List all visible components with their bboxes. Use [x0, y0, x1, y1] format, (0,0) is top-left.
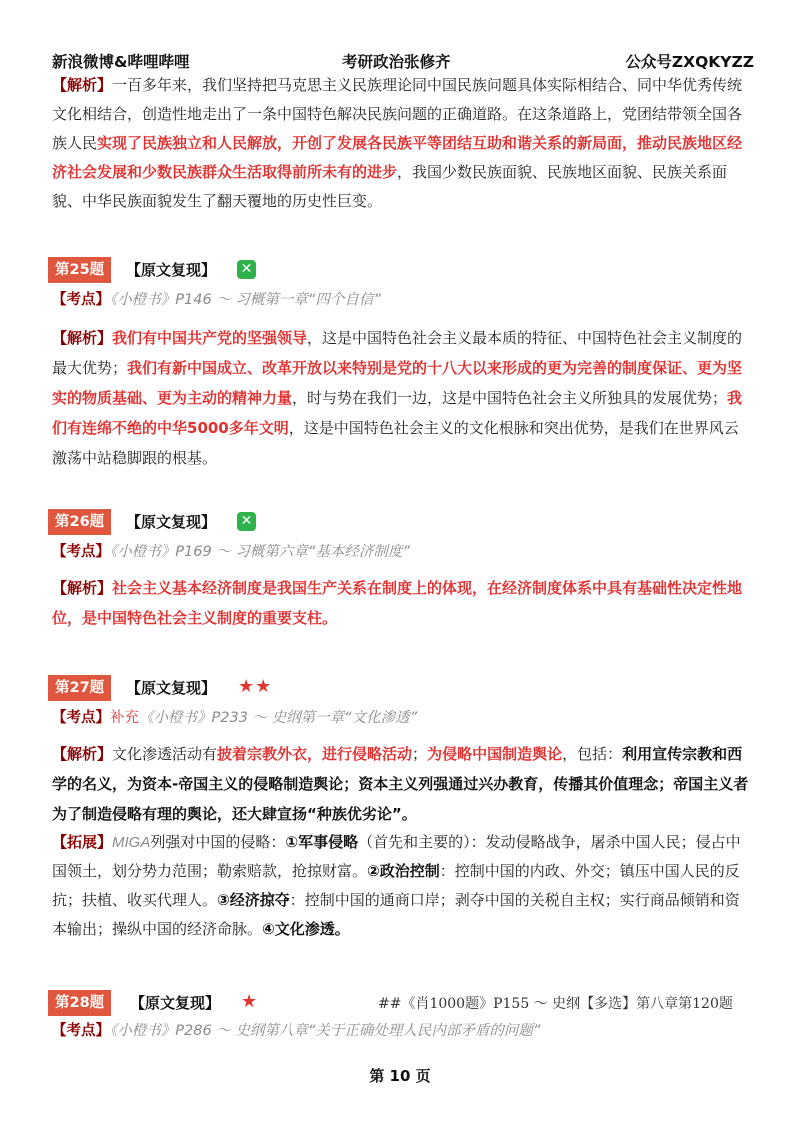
analysis-text: ，时与势在我们一边，这是中国特色社会主义所独具的发展优势； [292, 389, 728, 407]
header-center: 考研政治张修齐 [342, 53, 451, 71]
extension-text: ：控制中国的通商口岸；剥夺中国的关税自主权；实行商品倾销和资本输出；操纵中国的经济命脉。 [52, 891, 740, 938]
question-type: 【原文复现】 [126, 513, 217, 531]
star-rating: ★★ [238, 676, 273, 697]
analysis-tag: 【解析】 [52, 745, 113, 763]
key-point-tag: 【考点】 [52, 292, 110, 308]
question-badge: 第25题 [48, 257, 111, 283]
question-type: 【原文复现】 [130, 994, 221, 1012]
key-point-tag: 【考点】 [52, 710, 110, 726]
extension-miga: MIGA [112, 834, 151, 851]
question-badge: 第26题 [48, 509, 111, 535]
key-point [52, 1020, 752, 1042]
question-header [48, 509, 348, 535]
question-type: 【原文复现】 [126, 261, 217, 279]
extension-text: （首先和主要的） [358, 834, 471, 851]
analysis-text: ，这是中国特色社会主义最本质的特征、中国特色社会主义制度的最大优势； [52, 329, 743, 377]
analysis-text: 一百多年来，我们坚持把马克思主义民族理论同中国民族问题具体实际相结合、同中华优秀传统文化相结合，创造性地走出了一条中国特色解决民族问题的正确道路。在这条道路上，党团结带领全国各族人民 [52, 76, 743, 152]
analysis-bold: 利用宣传宗教和西学的名义，为资本-帝国主义的侵略制造舆论；资本主义列强通过兴办教育，传播其价值理念；帝国主义者为了制造侵略有理的舆论，还大肆宣扬“种族优劣论”。 [52, 745, 749, 823]
key-point [52, 541, 752, 563]
header-right: 公众号ZXQKYZZ [625, 53, 754, 71]
analysis-highlight: 为侵略中国制造舆论 [427, 745, 563, 763]
extension-bold: ④文化渗透。 [262, 921, 350, 938]
top-analysis [52, 71, 752, 216]
star-rating: ★ [241, 991, 259, 1012]
analysis-text: ； [412, 745, 428, 763]
key-point-text: 《小橙书》P146 ～ 习概第一章“四个自信” [110, 292, 381, 308]
question-header [48, 257, 348, 283]
extension-text: ：发动侵略战争，屠杀中国人民；侵占中国领土，划分势力范围；勒索赔款，抢掠财富。 [52, 833, 741, 880]
key-point [52, 289, 752, 311]
page-number: 第 10 页 [369, 1067, 431, 1085]
analysis-highlight: 披着宗教外衣，进行侵略活动 [217, 745, 413, 763]
question-analysis [52, 573, 752, 633]
analysis-text: ，我国少数民族面貌、民族地区面貌、民族关系面貌、中华民族面貌发生了翻天覆地的历史性巨变。 [52, 163, 728, 210]
question-header [48, 675, 348, 701]
analysis-highlight: 社会主义基本经济制度是我国生产关系在制度上的体现，在经济制度体系中具有基础性决定性地位，是中国特色社会主义制度的重要支柱。 [52, 579, 743, 627]
key-point-text: 《小橙书》P169 ～ 习概第六章“基本经济制度” [110, 544, 410, 560]
extension [52, 828, 752, 944]
question-analysis [52, 323, 752, 473]
page-header [52, 50, 754, 72]
analysis-text: 文化渗透活动有 [112, 745, 218, 763]
key-point-supplement: 补充 [110, 710, 139, 726]
extension-bold: ③经济掠夺 [217, 892, 290, 909]
reference-note: ##《肖1000题》P155 ～ 史纲【多选】第八章第120题 [378, 996, 733, 1012]
analysis-tag: 【解析】 [52, 329, 113, 347]
analysis-tag: 【解析】 [52, 579, 113, 597]
analysis-highlight: 实现了民族独立和人民解放，开创了发展各民族平等团结互助和谐关系的新局面，推动民族地区经济社会发展和少数民族群众生活取得前所未有的进步 [52, 135, 743, 181]
cross-icon: ✕ [237, 512, 256, 531]
analysis-tag: 【解析】 [52, 77, 113, 94]
question-header [48, 990, 758, 1016]
analysis-highlight: 我们有连绵不绝的中华5000多年文明 [52, 389, 743, 437]
question-type: 【原文复现】 [126, 679, 217, 697]
analysis-highlight: 我们有中国共产党的坚强领导 [112, 329, 308, 347]
extension-bold: ②政治控制 [367, 863, 440, 880]
extension-text: ：控制中国的内政、外交；镇压中国人民的反抗；扶植、收买代理人。 [52, 862, 740, 909]
analysis-text: ，包括： [562, 745, 623, 763]
analysis-text: ，这是中国特色社会主义的文化根脉和突出优势，是我们在世界风云激荡中站稳脚跟的根基。 [52, 419, 739, 467]
cross-icon: ✕ [237, 260, 256, 279]
extension-tag: 【拓展】 [52, 834, 113, 851]
key-point-text: 《小橙书》P233 ～ 史纲第一章“文化渗透” [139, 710, 418, 726]
key-point-tag: 【考点】 [52, 544, 110, 560]
question-analysis [52, 739, 752, 829]
key-point [52, 707, 752, 729]
question-badge: 第28题 [48, 990, 111, 1016]
key-point-text: 《小橙书》P286 ～ 史纲第八章“关于正确处理人民内部矛盾的问题” [110, 1023, 541, 1039]
extension-bold: ①军事侵略 [285, 834, 359, 851]
analysis-highlight: 我们有新中国成立、改革开放以来特别是党的十八大以来形成的更为完善的制度保证、更为坚实的物质基础、更为主动的精神力量 [52, 359, 743, 407]
key-point-tag: 【考点】 [52, 1023, 110, 1039]
question-badge: 第27题 [48, 675, 111, 701]
header-left: 新浪微博&哔哩哔哩 [52, 53, 190, 71]
extension-text: 列强对中国的侵略： [150, 833, 286, 851]
